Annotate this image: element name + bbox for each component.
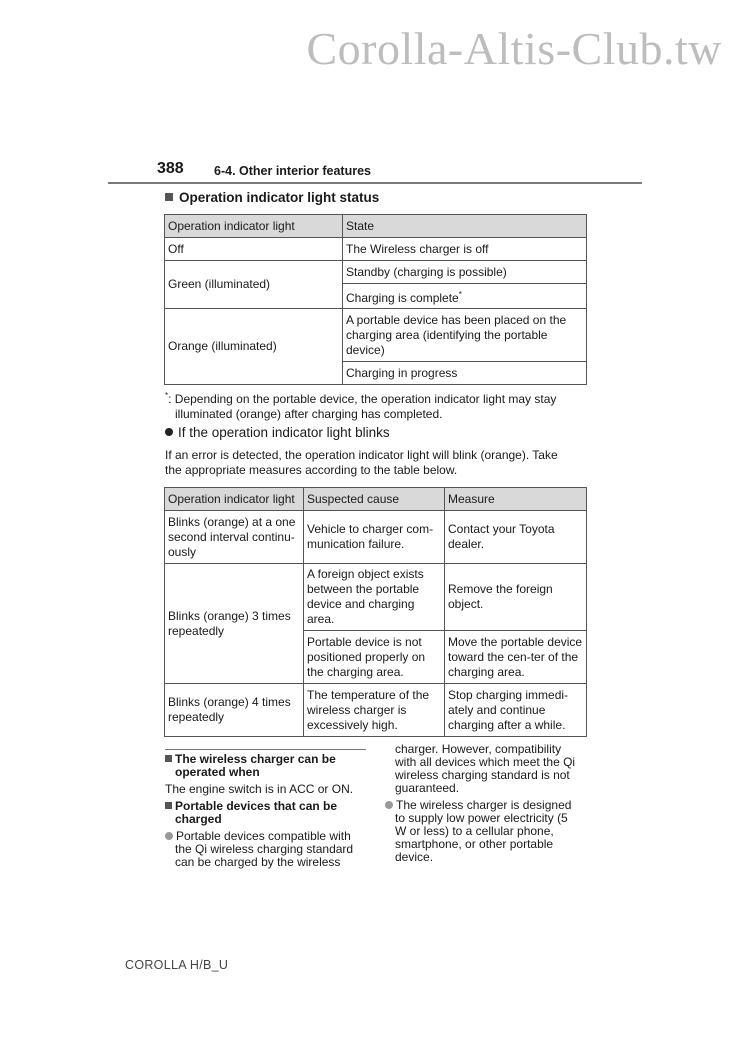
notes-left-column xyxy=(165,753,370,869)
table-header-cell: Suspected cause xyxy=(304,488,445,511)
footnote-line xyxy=(165,388,590,407)
page-number: 388 xyxy=(157,160,184,177)
table-cell: Green (illuminated) xyxy=(165,261,343,309)
bullet-icon xyxy=(165,428,173,436)
table-cell: The temperature of the wireless charger is excessively high. xyxy=(304,684,445,737)
notes-text: device. xyxy=(395,850,434,864)
table-cell: The Wireless charger is off xyxy=(343,238,587,261)
table-cell: Blinks (orange) at a one second interval continu-ously xyxy=(165,511,304,564)
footnote-text: : Depending on the portable device, the operation indicator light may stay xyxy=(168,392,557,406)
table-row xyxy=(165,684,587,737)
status-table xyxy=(164,214,587,385)
notes-heading-text: Portable devices that can be xyxy=(175,799,338,813)
header-rule xyxy=(108,182,642,184)
footnote-mark: * xyxy=(458,289,462,299)
table-cell: Blinks (orange) 3 times repeatedly xyxy=(165,564,304,684)
table-row xyxy=(165,309,587,362)
table-cell-text: Charging is complete xyxy=(346,290,459,305)
table-cell: Blinks (orange) 4 times repeatedly xyxy=(165,684,304,737)
paragraph-line: If an error is detected, the operation indicator light will blink (orange). Take xyxy=(165,448,558,462)
paragraph-line: the appropriate measures according to the table below. xyxy=(165,463,458,477)
footer-model: COROLLA H/B_U xyxy=(125,958,229,972)
blink-table xyxy=(164,487,587,737)
blink-paragraph xyxy=(165,448,590,478)
table-cell: Portable device is not positioned properly on the charging area. xyxy=(304,631,445,684)
table-header-cell: Operation indicator light xyxy=(165,488,304,511)
table-row xyxy=(165,215,587,238)
table-row xyxy=(165,261,587,284)
notes-text: The wireless charger is designed xyxy=(396,798,572,812)
notes-text: to supply low power electricity (5 xyxy=(395,811,568,825)
notes-heading-line: charged xyxy=(175,812,222,826)
status-heading-text: Operation indicator light status xyxy=(179,190,380,205)
notes-heading-text: The wireless charger can be xyxy=(175,752,336,766)
table-cell: Remove the foreign object. xyxy=(445,564,587,631)
notes-text: Portable devices compatible with xyxy=(176,829,351,843)
notes-rule xyxy=(165,749,366,750)
table-cell: A portable device has been placed on the charging area (identifying the portable device) xyxy=(343,309,587,362)
table-cell: A foreign object exists between the portable device and charging area. xyxy=(304,564,445,631)
footnote-line: illuminated (orange) after charging has completed. xyxy=(175,407,443,421)
table-header-cell: Operation indicator light xyxy=(165,215,343,238)
bullet-icon xyxy=(165,832,173,840)
notes-text: charger. However, compatibility xyxy=(395,742,562,756)
square-bullet-icon xyxy=(165,755,172,762)
table-cell: Charging in progress xyxy=(343,362,587,385)
notes-text: wireless charging standard is not xyxy=(395,768,570,782)
notes-text: can be charged by the wireless xyxy=(175,855,341,869)
notes-text: the Qi wireless charging standard xyxy=(175,842,354,856)
table-row xyxy=(165,238,587,261)
table-cell: Off xyxy=(165,238,343,261)
notes-text: guaranteed. xyxy=(395,781,460,795)
watermark: Corolla-Altis-Club.tw xyxy=(306,23,722,74)
footnote-mark: * xyxy=(165,391,169,400)
status-heading xyxy=(165,190,379,205)
table-row xyxy=(165,488,587,511)
notes-heading-line: operated when xyxy=(175,765,260,779)
table-cell: Vehicle to charger com-munication failure. xyxy=(304,511,445,564)
footnote xyxy=(165,388,590,422)
table-header-cell: State xyxy=(343,215,587,238)
table-row xyxy=(165,511,587,564)
table-cell: Contact your Toyota dealer. xyxy=(445,511,587,564)
notes-text: W or less) to a cellular phone, xyxy=(395,824,554,838)
square-bullet-icon xyxy=(165,193,173,201)
section-title: 6-4. Other interior features xyxy=(214,164,371,178)
notes-text: The engine switch is in ACC or ON. xyxy=(165,782,354,796)
table-cell: Orange (illuminated) xyxy=(165,309,343,385)
table-cell xyxy=(343,284,587,309)
bullet-icon xyxy=(385,801,393,809)
blink-heading-text: If the operation indicator light blinks xyxy=(178,425,390,440)
table-row xyxy=(165,564,587,631)
blink-heading xyxy=(165,425,390,440)
table-cell: Move the portable device toward the cen-ter of the charging area. xyxy=(445,631,587,684)
square-bullet-icon xyxy=(165,802,172,809)
notes-right-column xyxy=(385,743,595,864)
table-header-cell: Measure xyxy=(445,488,587,511)
table-cell: Stop charging immedi-ately and continue charging after a while. xyxy=(445,684,587,737)
notes-text: smartphone, or other portable xyxy=(395,837,554,851)
notes-text: with all devices which meet the Qi xyxy=(395,755,576,769)
table-cell: Standby (charging is possible) xyxy=(343,261,587,284)
